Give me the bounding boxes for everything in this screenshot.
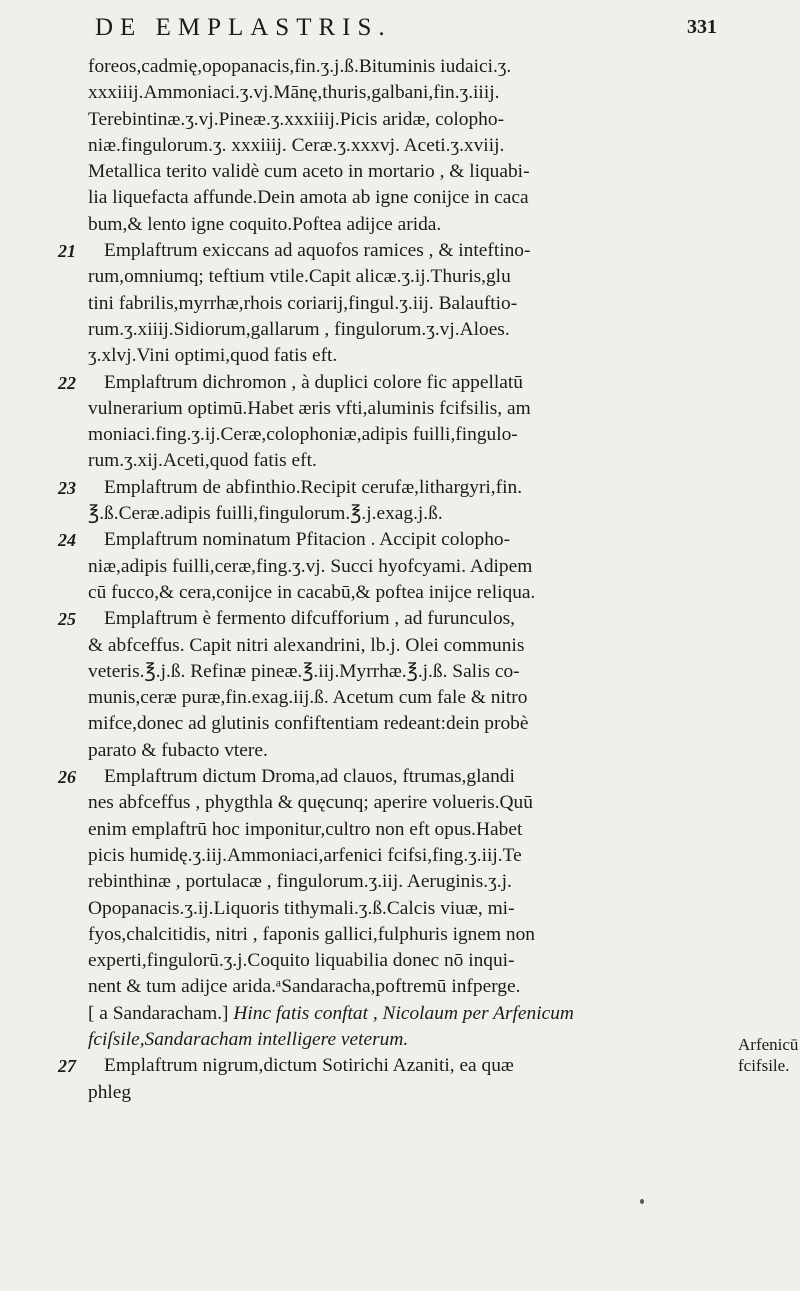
line-text: cū fucco,& cera,conijce in cacabū,& poftea inijce reliqua. [88,581,536,603]
text-line [58,974,748,1000]
recipe-number: 26 [58,767,76,788]
recipe-heading-line [58,238,748,264]
text-line [58,185,748,211]
line-text: tini fabrilis,myrrhæ,rhois coriarij,fingul.ʒ.iij. Balauftio- [88,292,518,314]
text-line [58,948,748,974]
line-text: mifce,donec ad glutinis confiftentiam redeant:dein probè [88,713,529,735]
text-line [58,738,748,764]
line-text: Terebintinæ.ʒ.vj.Pineæ.ʒ.xxxiiij.Picis aridæ, colopho- [88,108,505,130]
line-text: rebinthinæ , portulacæ , fingulorum.ʒ.iij. Aeruginis.ʒ.j. [88,871,512,893]
line-text: experti,fingulorū.ʒ.j.Coquito liquabilia donec nō inqui- [88,950,515,972]
text-line [58,1080,748,1106]
line-text: picis humidę.ʒ.iij.Ammoniaci,arfenici fcifsi,fing.ʒ.iij.Te [88,844,522,866]
line-text: parato & fubacto vtere. [88,739,268,761]
text-line [58,580,748,606]
text-line [58,396,748,422]
text-line [58,501,748,527]
recipe-number: 23 [58,477,76,498]
text-line [58,922,748,948]
text-line [58,54,748,80]
recipe-heading-line [58,764,748,790]
line-text: nent & tum adijce arida.ᵃSandaracha,poftremū infperge. [88,976,521,998]
text-line [58,554,748,580]
line-text: Emplaftrum dichromon , à duplici colore fic appellatū [104,371,523,393]
line-text: veteris.℥.j.ß. Refinæ pineæ.℥.iij.Myrrhæ.℥.j.ß. Salis co- [88,660,520,682]
recipe-heading-line [58,475,748,501]
line-text: nes abfceffus , phygthla & quęcunq; aperire volueris.Quū [88,792,533,814]
recipe-number: 22 [58,372,76,393]
text-line [58,685,748,711]
line-text: ʒ.xlvj.Vini optimi,quod fatis eft. [88,345,338,367]
line-text: [ a Sandaracham.] Hinc fatis conftat , Nicolaum per Arfenicum [88,1002,574,1024]
line-text: xxxiiij.Ammoniaci.ʒ.vj.Mānę,thuris,galbani,fin.ʒ.iiij. [88,82,500,104]
line-text: rum.ʒ.xiiij.Sidiorum,gallarum , fingulorum.ʒ.vj.Aloes. [88,318,510,340]
text-line [58,133,748,159]
text-line [58,790,748,816]
line-text: niæ,adipis fuilli,ceræ,fing.ʒ.vj. Succi hyofcyami. Adipem [88,555,533,577]
line-text: vulnerarium optimū.Habet æris vfti,aluminis fcifsilis, am [88,397,531,419]
line-text: niæ.fingulorum.ʒ. xxxiiij. Ceræ.ʒ.xxxvj. Aceti.ʒ.xviij. [88,134,505,156]
line-text: Emplaftrum de abfinthio.Recipit cerufæ,lithargyri,fin. [104,476,523,498]
text-line [58,264,748,290]
text-line [58,159,748,185]
recipe-heading-line [58,527,748,553]
line-text: phleg [88,1081,132,1103]
line-text: moniaci.fing.ʒ.ij.Ceræ,colophoniæ,adipis fuilli,fingulo- [88,424,518,446]
text-line [58,291,748,317]
text-line [58,896,748,922]
line-text: bum,& lento igne coquito.Poftea adijce arida. [88,213,442,235]
line-text: lia liquefacta affunde.Dein amota ab igne conijce in caca [88,187,529,209]
text-block [58,54,748,1106]
line-text: rum,omniumq; teftium vtile.Capit alicæ.ʒ.ij.Thuris,glu [88,266,511,288]
recipe-number: 27 [58,1056,76,1077]
line-text: fyos,chalcitidis, nitri , faponis gallici,fulphuris ignem non [88,923,535,945]
ink-speck [640,1199,644,1204]
text-line [58,422,748,448]
line-text: Metallica terito validè cum aceto in mortario , & liquabi- [88,161,530,183]
running-title: DE EMPLASTRIS. [95,14,392,41]
text-line [58,107,748,133]
line-text: foreos,cadmię,opopanacis,fin.ʒ.j.ß.Bituminis iudaici.ʒ. [88,56,512,77]
line-text: Emplaftrum nominatum Pfitacion . Accipit colopho- [104,529,511,551]
line-text: Emplaftrum è fermento difcufforium , ad furunculos, [104,608,516,630]
running-head [95,14,735,48]
line-text: Emplaftrum nigrum,dictum Sotirichi Azaniti, ea quæ [104,1055,514,1077]
text-line [58,869,748,895]
margin-note-line: Arfenicū [738,1035,799,1054]
line-text: munis,ceræ puræ,fin.exag.iij.ß. Acetum cum fale & nitro [88,687,528,709]
text-line [58,1027,748,1053]
recipe-heading-line [58,1053,748,1079]
line-text: Emplaftrum dictum Droma,ad clauos, ftrumas,glandi [104,766,515,788]
line-text: ℥.ß.Ceræ.adipis fuilli,fingulorum.℥.j.exag.j.ß. [88,503,443,525]
line-text: rum.ʒ.xij.Aceti,quod fatis eft. [88,450,317,472]
text-line [58,317,748,343]
line-text: Emplaftrum exiccans ad aquofos ramices , & inteftino- [104,240,531,262]
text-line [58,659,748,685]
line-text: enim emplaftrū hoc imponitur,cultro non eft opus.Habet [88,818,523,840]
line-text: & abfceffus. Capit nitri alexandrini, lb.j. Olei communis [88,634,525,656]
text-line [58,843,748,869]
margin-note-line: fcifsile. [738,1056,790,1075]
text-line [58,633,748,659]
text-line [58,448,748,474]
text-line [58,711,748,737]
recipe-heading-line [58,370,748,396]
recipe-number: 25 [58,609,76,630]
line-text: fciſsile,Sandaracham intelligere veterum. [88,1028,409,1050]
text-line [58,80,748,106]
page-number: 331 [687,16,717,38]
recipe-heading-line [58,606,748,632]
text-line [58,1001,748,1027]
text-line [58,817,748,843]
text-line [58,343,748,369]
text-line [58,212,748,238]
recipe-number: 21 [58,241,76,262]
line-text: Opopanacis.ʒ.ij.Liquoris tithymali.ʒ.ß.Calcis viuæ, mi- [88,897,515,919]
recipe-number: 24 [58,530,76,551]
margin-note [738,1034,798,1076]
